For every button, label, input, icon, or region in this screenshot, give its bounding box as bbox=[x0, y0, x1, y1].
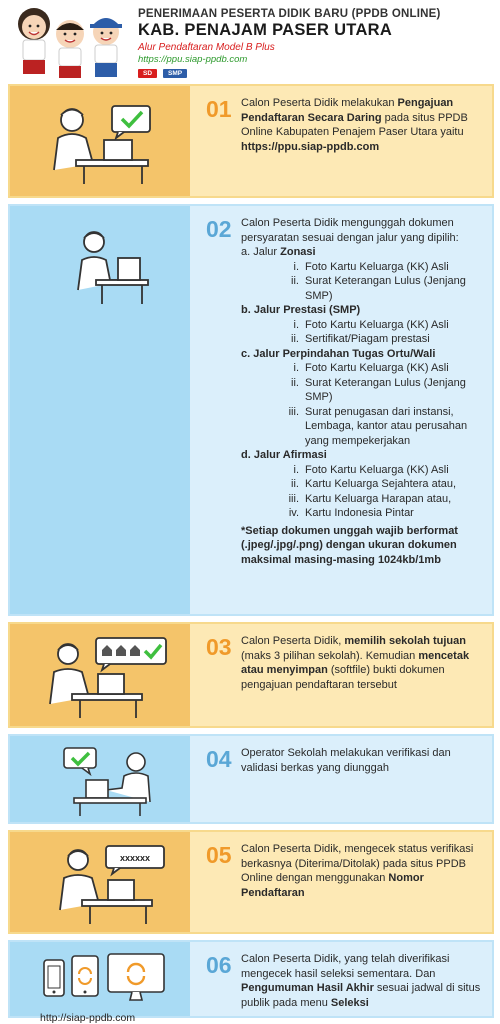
step-03 bbox=[8, 622, 494, 728]
flow-model: Alur Pendaftaran Model B Plus bbox=[138, 42, 275, 53]
upload-note: *Setiap dokumen unggah wajib berformat (.jpeg/.jpg/.png) dengan ukuran dokumen maksimal masing-masing 1024kb/1mb bbox=[241, 524, 458, 566]
header-subtitle: PENERIMAAN PESERTA DIDIK BARU (PPDB ONLINE) bbox=[138, 8, 441, 20]
step-02 bbox=[8, 204, 494, 616]
header bbox=[0, 0, 500, 82]
step-06 bbox=[8, 940, 494, 1024]
devices-icon bbox=[40, 950, 170, 1010]
step-text: Operator Sekolah melakukan verifikasi dan validasi berkas yang diunggah bbox=[241, 747, 451, 774]
step-number: 03 bbox=[206, 634, 232, 660]
students-illustration bbox=[6, 2, 134, 82]
step-text: Calon Peserta Didik melakukan Pengajuan Pendaftaran Secara Daring pada situs PPDB Online Kabupaten Penajem Paser Utara yaitu https://ppu.siap-ppdb.com bbox=[241, 97, 468, 153]
step-number: 01 bbox=[206, 96, 232, 122]
step-01 bbox=[8, 84, 494, 198]
step-number: 04 bbox=[206, 746, 232, 772]
person-at-computer-icon bbox=[46, 100, 156, 186]
step-text: Calon Peserta Didik, memilih sekolah tujuan (maks 3 pilihan sekolah). Kemudian mencetak atau menyimpan (softfile) bukti dokumen pengajuan pendaftaran tersebut bbox=[241, 635, 470, 691]
step-04 bbox=[8, 734, 494, 824]
page-title: KAB. PENAJAM PASER UTARA bbox=[138, 21, 393, 39]
person-checking-status-icon bbox=[54, 842, 166, 926]
step-text: Calon Peserta Didik mengunggah dokumen persyaratan sesuai dengan jalur yang dipilih: a. Jalur Zonasi i. Foto Kartu Keluarga (KK) Asli ii. Surat Keterangan Lulus (Jenjang SMP) b. Jalur Prestasi (SMP) i. Foto Kartu Keluarga (KK) Asli ii. Sertifikat/Piagam prestasi c. Jalur Perpindahan Tugas Ortu/Wali i. Foto Kartu Keluarga (KK) Asli ii. Surat Keterangan Lulus (Jenjang SMP) iii. Surat penugasan dari instansi, Lembaga, kantor atau perusahan yang mempekerjakan d. Jalur Afirmasi i. Foto Kartu Keluarga (KK) Asli ii. Kartu Keluarga Sejahtera atau, iii. Kartu Keluarga Harapan atau, iv. Kartu Indonesia Pintar *Setiap dokumen unggah wajib berformat (.jpeg/.jpg/.png) dengan ukuran dokumen maksimal masing-masing 1024kb/1mb bbox=[241, 217, 468, 566]
step-number: 05 bbox=[206, 842, 232, 868]
badge-sd: SD bbox=[138, 69, 157, 78]
step-text: Calon Peserta Didik, mengecek status verifikasi berkasnya (Diterima/Ditolak) pada situs PPDB Online dengan menggunakan Nomor Pendaftaran bbox=[241, 843, 474, 899]
step-text: Calon Peserta Didik, yang telah diverifikasi mengecek hasil seleksi sementara. Dan Pengumuman Hasil Akhir sesuai jadwal di situs publik pada menu Seleksi bbox=[241, 953, 481, 1009]
person-uploading-icon bbox=[72, 228, 152, 308]
step-number: 06 bbox=[206, 952, 232, 978]
ppdb-site-url[interactable]: http://siap-ppdb.com bbox=[40, 1012, 136, 1024]
operator-verifying-icon bbox=[62, 746, 162, 818]
site-url[interactable]: https://ppu.siap-ppdb.com bbox=[138, 54, 248, 65]
step-number: 02 bbox=[206, 216, 232, 242]
badge-smp: SMP bbox=[163, 69, 187, 78]
registration-number-bubble: xxxxxx bbox=[119, 853, 151, 863]
person-choosing-school-icon bbox=[44, 636, 168, 720]
step-05 bbox=[8, 830, 494, 934]
